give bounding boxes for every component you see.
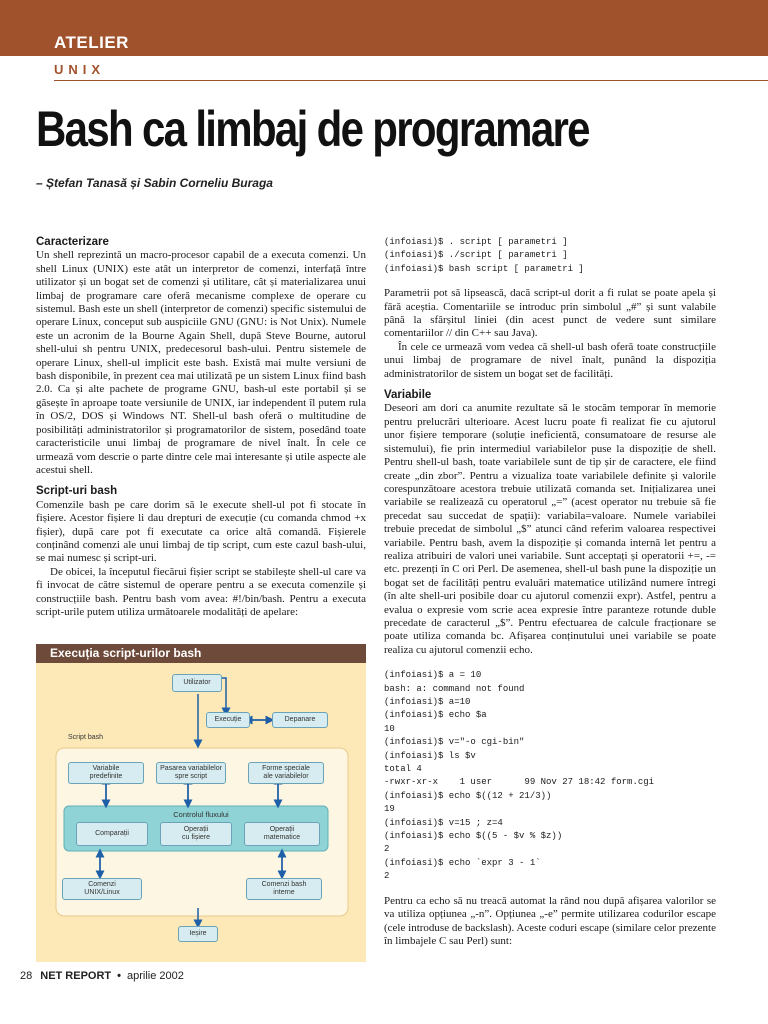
code-block-invocation: (infoiasi)$ . script [ parametri ] (infoiasi)$ ./script [ parametri ] (infoiasi)$ bash script [ parametri ]	[384, 237, 584, 274]
page-number: 28	[20, 970, 33, 982]
node-comenzi-unix: Comenzi UNIX/Linux	[62, 878, 142, 900]
node-variabile-predefinite: Variabile predefinite	[68, 762, 144, 784]
node-depanare: Depanare	[272, 712, 328, 728]
node-forme-speciale: Forme speciale ale variabilelor	[248, 762, 324, 784]
header-divider	[0, 56, 768, 60]
node-utilizator: Utilizator	[172, 674, 222, 692]
section-title: ATELIER	[54, 33, 129, 52]
article-authors: – Ștefan Tanasă și Sabin Corneliu Buraga	[36, 176, 273, 190]
paragraph: Comenzile bash pe care dorim să le execute shell-ul pot fi stocate în fișiere. Acestor fișiere li dau drepturi de execuție (cu comanda chmod +x fișier), după care pot fi executate ca orice altă comandă. Fișierele conținând comenzi ale unui limbaj de tip script, cum este cazul bash-ului, se mai numesc și script-uri.	[36, 498, 366, 565]
figure-bash-execution	[36, 644, 366, 962]
subsection-title: UNIX	[54, 62, 106, 77]
node-operatii-matematice: Operații matematice	[244, 822, 320, 846]
paragraph: Deseori am dori ca anumite rezultate să le stocăm temporar în memorie pentru prelucrări ulterioare. Acest lucru poate fi realizat fie cu ajutorul unor fișiere temporare (soluție ineficientă, consumatoare de resurse ale sistemului), fie prin intermediul variabilelor puse la dispoziție de shell. Pentru shell-ul bash, toate variabilele sunt de tip șir de caractere, ele fiind create „din zbor”. Pentru a vizualiza toate variabilele definite și valorile corespunzătoare acestora trebuie utilizată comanda set. Inițializarea unei variabile se realizează cu operatorul „=” (acest operator nu trebuie să fie precedat sau succedat de spații): variabila=valoare. Numele variabilei trebuie precedat de simbolul „$” atunci când referim valoarea respectivei variabile. Pentru bash, avem la dispoziție și comanda internă let pentru a realiza atribuiri de valori unei variabile. Sunt acceptați și operatorii +=, -= etc. prezenți în C ori Perl. De asemenea, shell-ul bash pune la dispoziție un bogat set de facilități pentru evaluări matematice utilizând numere întregi (în alte shell-uri posibile doar cu ajutorul comenzii expr). Astfel, pentru a evalua o expresie vom scrie acea expresie între paranteze rotunde duble precedate de caracterul „$”. Pentru efectuarea de calcule fracționare se poate utiliza comanda bc. Afișarea conținutului unei variabile se poate realiza cu ajutorul comenzii echo.	[384, 402, 716, 656]
paragraph: Pentru ca echo să nu treacă automat la rând nou după afișarea valorilor se va utiliza opțiunea „-n”. Opțiunea „-e” permite utilizarea codurilor escape (cele introduse de backslash). Aceste coduri escape (similare celor prezente în limbajele C sau Perl) sunt:	[384, 894, 716, 947]
figure-title: Execuția script-urilor bash	[50, 646, 202, 660]
node-controlul-fluxului: Controlul fluxului	[173, 810, 229, 819]
code-block-variables: (infoiasi)$ a = 10 bash: a: command not found (infoiasi)$ a=10 (infoiasi)$ echo $a 10 (infoiasi)$ v="-o cgi-bin" (infoiasi)$ ls $v total 4 -rwxr-xr-x 1 user 99 Nov 27 18:42 form.cgi (infoiasi)$ echo $((12 + 21/3)) 19 (infoiasi)$ v=15 ; z=4 (infoiasi)$ echo $((5 - $v % $z)) 2 (infoiasi)$ echo `expr 3 - 1` 2	[384, 670, 655, 882]
paragraph: În cele ce urmează vom vedea că shell-ul bash oferă toate construcțiile unui limbaj de programare de nivel înalt, punând la dispoziția administratorilor de sistem un bogat set de facilități.	[384, 340, 716, 380]
article-title: Bash ca limbaj de programare	[36, 101, 589, 157]
page-footer	[20, 970, 184, 982]
subsection-rule	[54, 80, 768, 81]
issue-date: aprilie 2002	[127, 970, 184, 982]
node-operatii-fisiere: Operații cu fișiere	[160, 822, 232, 846]
heading-variabile: Variabile	[384, 389, 432, 402]
paragraph: Parametrii pot să lipsească, dacă script-ul dorit a fi rulat se poate apela și fără aceștia. Comentariile se introduc prin simbolul „#” și sunt valabile până la sfârșitul liniei (din acest punct de vedere sunt similare comentariilor // din C++ sau Java).	[384, 287, 716, 340]
header-bar	[0, 0, 768, 56]
magazine-name: NET REPORT	[40, 970, 112, 982]
figure-header	[36, 644, 366, 663]
heading-script-uri: Script-uri bash	[36, 485, 118, 498]
footer-separator: •	[117, 970, 122, 982]
node-executie: Execuție	[206, 712, 250, 728]
paragraph: Un shell reprezintă un macro-procesor capabil de a executa comenzi. Un shell Linux (UNIX) este atât un interpretor de comenzi, interfață între utilizator și un bogat set de comenzi și utilitare, cât și materializarea unui limbaj de programare care oferă mecanisme complexe de operare cu sistemul. Bash este un shell (interpretor de comenzi) specific sistemului de operare Linux, conceput sub auspiciile GNU (GNU: is Not Unix). Numele este un acronim de la Bourne Again Shell, după Steve Bourne, autorul shell-ului sh pentru UNIX, predecesorul bash-ului. Pentru sistemele de operare Linux, shell-ul implicit este bash. Există mai multe versiuni de bash disponibile, în prezent cea mai utilizată pe un sistem Linux fiind bash 2.0. Ca și alte pachete de programe GNU, bash-ul este portabil și se găsește în aproape toate versiunile de UNIX, iar independent îl putem rula în OS/2, DOS și Windows NT. Shell-ul bash oferă o multitudine de posibilități administratorilor și programatorilor de sistem, posedând toate caracteristicile unui limbaj de programare de nivel înalt. În cele ce urmează vom descrie o parte dintre cele mai interesante și utile aspecte ale acestui shell.	[36, 249, 366, 476]
node-comenzi-bash: Comenzi bash interne	[246, 878, 322, 900]
region-label: Script bash	[68, 734, 104, 741]
node-comparatii: Comparații	[76, 822, 148, 846]
node-pasarea-variabilelor: Pasarea variabilelor spre script	[156, 762, 226, 784]
right-column	[384, 236, 716, 948]
paragraph: De obicei, la începutul fiecărui fișier script se stabilește shell-ul care va fi invocat de către sistemul de operare pentru a se executa comenzile și construcțiile bash. Pentru bash vom avea: #!/bin/bash. Pentru a executa script-urile putem utiliza următoarele modalități de apelare:	[36, 565, 366, 618]
node-iesire: Ieșire	[178, 926, 218, 942]
heading-caracterizare: Caracterizare	[36, 236, 109, 248]
left-column	[36, 236, 366, 619]
